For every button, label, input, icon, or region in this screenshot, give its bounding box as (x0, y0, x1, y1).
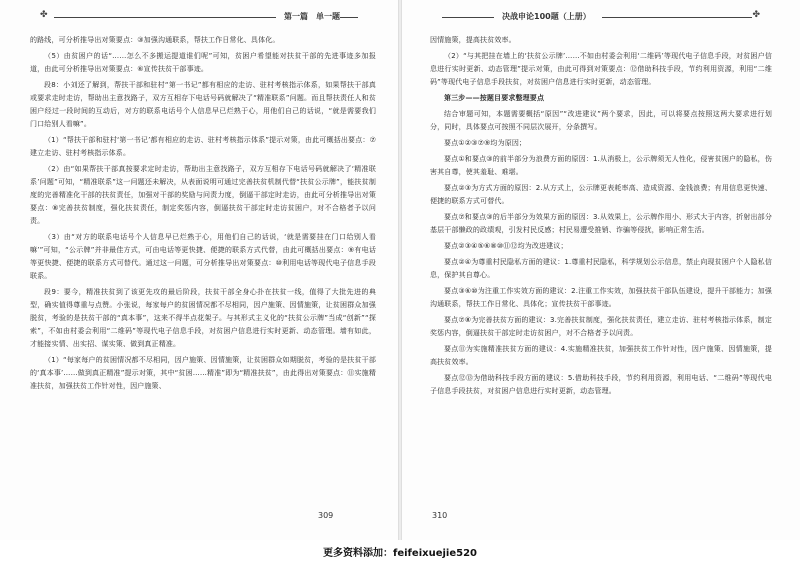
paragraph: 要点①②③⑦⑨均为原因； (444, 139, 527, 147)
header-rule (54, 17, 276, 18)
right-page (402, 0, 800, 540)
paragraph: 因情施策，提高扶贫效率。 (430, 36, 516, 44)
paragraph: 要点⑪为实施精准扶贫方面的建议：4.实施精准扶贫，加强扶贫工作针对性，因户施策、因情施策，提高扶贫效率。 (430, 345, 772, 366)
paragraph: 要点①和要点③的前半部分为浪费方面的原因：1.从消极上，公示牌须无人性化，侵害贫困户的隐私，伤害其自尊，使其羞耻、难堪。 (430, 155, 772, 176)
paragraph: 段9：要今，精准扶贫到了该更先攻的最后阶段，扶贫干部全身心扑在扶贫一线，值得了大批先进的典型，确实值得尊重与点赞。小张说，每家每户的贫困情况都不尽相同，因户施策、因情施策，让贫困群众加强脱贫，考验的是扶贫干部的“真本事”，这来不得半点花架子。与其形式主义化的“扶贫公示牌”当成“创新”“探索”，不如由村委会利用“二维码”等现代电子信息手段，对贫困户信息进行实时更新、动态管理。墙有如此，才能接实情、出实招、谋实策、做到真正精准。 (30, 288, 376, 348)
paragraph: 要点②③为方式方面的原因：2.从方式上，公示牌更表耗率高、造成资源、金钱浪费；有用信息更快速、便捷的联系方式可替代。 (430, 184, 772, 205)
paragraph: （1）“帮扶干部和驻村‘第一书记’都有相应的走访、驻村考核指示体系”提示对策，由此可概括出要点：⑦建立走访、驻村考核指示体系。 (30, 136, 376, 157)
paragraph: 要点②③④⑤⑥⑧⑩⑪⑫均为改进建议； (444, 242, 568, 250)
paragraph: 要点⑦和要点③的后半部分为效果方面的原因：3.从效果上，公示牌作用小、形式大于内容，折射出部分基层干部懒政的政绩观，引发村民反感；村民易遭受推销、诈骗等侵扰，影响正常生活。 (430, 213, 772, 234)
header-rule (602, 17, 752, 18)
chapter-title: 第一篇 单一题 (284, 12, 340, 21)
header-rule (442, 17, 494, 18)
paragraph: （5）由贫困户的话“……怎么不多搬运提道谁们呢”可知，贫困户希望能对扶贫干部的先进事迹多加报道，由此可分析推导出对策要点：⑥宣传扶贫干部事迹。 (30, 52, 376, 73)
paragraph: 要点⑦⑧为完善扶贫方面的建议：3.完善扶贫制度，强化扶贫责任，建立走访、驻村考核指示体系，制定奖惩内容，倒逼扶贫干部定时走访贫困户，对不合格者予以问责。 (430, 316, 772, 337)
paragraph: （1）“每家每户的贫困情况都不尽相同，因户施策、因情施策，让贫困群众如期脱贫，考验的是扶贫干部的‘真本事’……做到真正精准”提示对策，其中“贫困……精准”即为“精准扶贫”，由此得出对策要点：⑪实施精准扶贫，加强扶贫工作针对性，因户施策、 (30, 356, 376, 390)
book-title: 决战申论100题（上册） (502, 12, 591, 21)
page-number: 309 (318, 511, 334, 520)
paragraph: 要点⑫⑬为借助科技手段方面的建议：5.借助科技手段，节约利用资源，利用电话、“二维码”等现代电子信息手段扶贫，对贫困户信息进行实时更新，动态管理。 (430, 374, 772, 395)
paragraph: （3）由“对方的联系电话号个人信息早已烂熟于心，用他们自己的话说，‘就是需要挂在门口给别人看嘛’”可知，“公示牌”并非最佳方式，可由电话等更快捷、便捷的联系方式代替，由此可概括出要点：⑨有电话等更快捷、便捷的联系方式可替代。通过这一问题，可分析推导出对策要点：⑩利用电话等现代电子信息手段联系。 (30, 233, 376, 280)
paragraph: （2）“与其把挂在墙上的‘扶贫公示牌’……不如由村委会利用‘二维码’等现代电子信息手段，对贫困户信息进行实时更新、动态管理”提示对策，由此可得到对策要点：⑫借助科技手段，节约利用资源，利用“二维码”等现代电子信息手段扶贫，对贫困户信息进行实时更新，动态管理。 (430, 52, 772, 86)
right-page-content (430, 34, 772, 496)
left-page-content (30, 34, 376, 496)
header-ornament-icon: ✤ (752, 10, 760, 20)
section-heading: 第三步——按题目要求整理要点 (444, 94, 545, 102)
paragraph: 的路线，可分析推导出对策要点：③加强沟通联系，帮扶工作日常化、具体化。 (30, 36, 280, 44)
header-ornament-icon: ✤ (40, 10, 48, 20)
footer-banner: 更多资料添加：feifeixuejie520 (323, 548, 477, 559)
paragraph: 结合审题可知，本题需要概括“原因”“改进建议”两个要求，因此，可以将要点按照这两大要求进行划分，同时，具体要点可按照不同层次展开，分条撰写。 (430, 110, 772, 131)
paragraph: 要点③⑥⑩为注重工作实效方面的建议：2.注重工作实效，加强扶贫干部队伍建设，提升干部能力；加强沟通联系，帮扶工作日常化、具体化；宣传扶贫干部事迹。 (430, 287, 772, 308)
left-page (0, 0, 398, 540)
header-rule (340, 17, 358, 18)
paragraph: 段8：小刘还了解到，帮扶干部和驻村“第一书记”都有相应的走访、驻村考核指示体系，如果帮扶干部真或要求走时走访，帮助出主意找路子，双方互相存下电话号码就解决了“精准联系”问题。而且帮扶责任人和贫困户经过一段时间的互动后，对方的联系电话号个人信息早已烂熟于心，用他们自己的话说，“就是需要我们门口给别人看嘛”。 (30, 81, 376, 128)
right-header (442, 10, 760, 24)
paragraph: （2）由“如果帮扶干部真按要求定时走访，帮助出主意找路子，双方互相存下电话号码就解决了‘精准联系’问题”可知，“精准联系”这一问题还未解决，从表面说明可通过完善扶贫机制代替“扶贫公示牌”，能扶贫制度的完善精准化干部的扶贫责任，加强对干部的奖励与问责力度，倒逼干部定时走访，由此可分析推导出对策要点：⑧完善扶贫制度，强化扶贫责任，制定奖惩内容，倒逼扶贫干部定时走访贫困户，对不合格者予以问责。 (30, 165, 376, 225)
paragraph: 要点②④为尊重村民隐私方面的建议：1.尊重村民隐私，科学规划公示信息，禁止向现贫困户个人隐私信息，保护其自尊心。 (430, 258, 772, 279)
left-header (40, 10, 358, 24)
page-number: 310 (432, 511, 448, 520)
